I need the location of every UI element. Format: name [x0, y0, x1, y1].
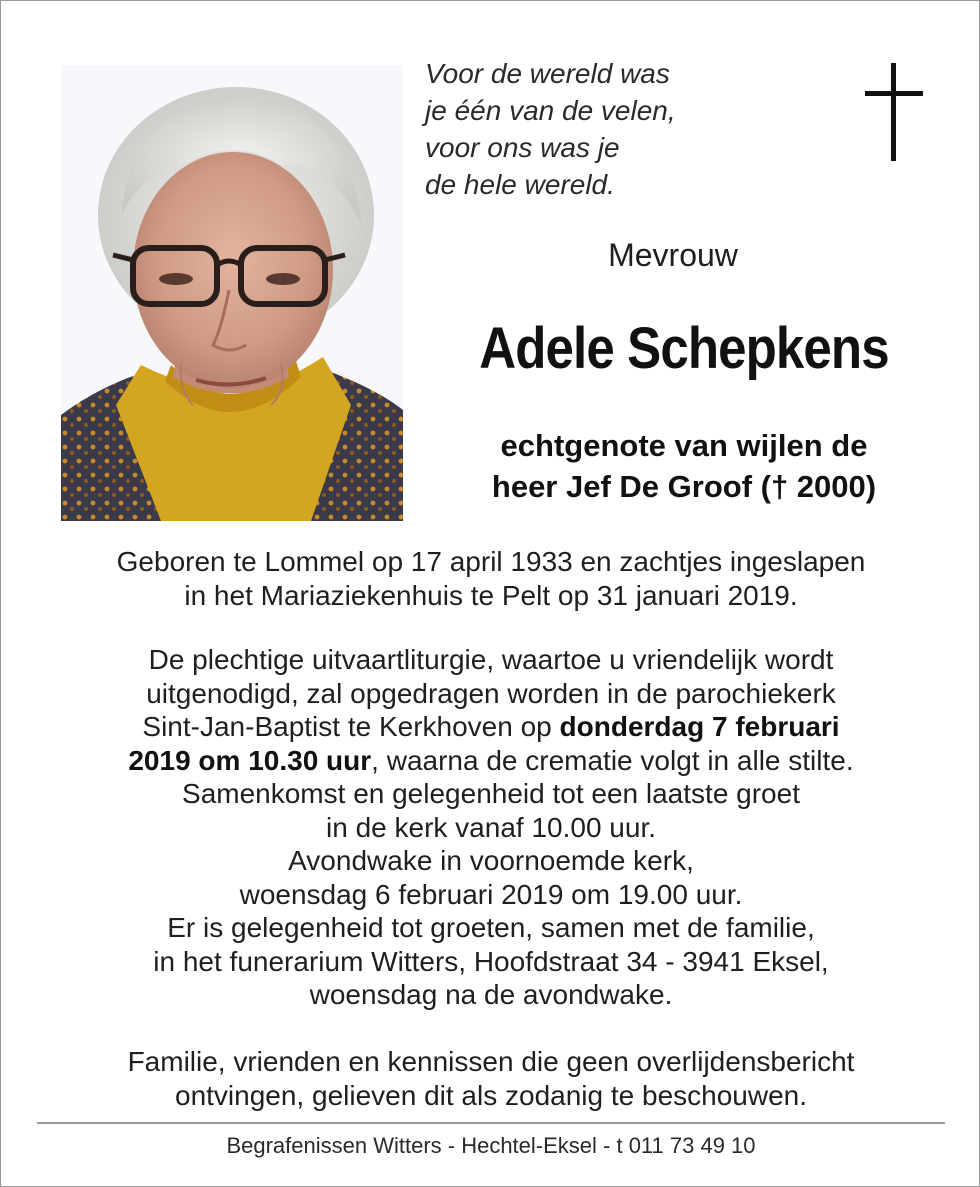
funeral-details [31, 643, 951, 1012]
text-line: Er is gelegenheid tot groeten, samen met de familie, [167, 912, 815, 943]
closing-notice [31, 1045, 951, 1112]
text-line: woensdag na de avondwake. [309, 979, 673, 1010]
poem-line: Voor de wereld was [425, 58, 670, 89]
text-line: ontvingen, gelieven dit als zodanig te beschouwen. [175, 1079, 807, 1111]
funeral-date-bold: donderdag 7 februari [559, 711, 840, 742]
spouse-info [421, 425, 947, 507]
funeral-time-bold: 2019 om 10.30 uur [128, 744, 372, 776]
birth-death-info [31, 545, 951, 612]
portrait-photo [61, 65, 403, 521]
text-line: Avondwake in voornoemde kerk, [288, 845, 694, 876]
text-line: uitgenodigd, zal opgedragen worden in de parochiekerk [146, 677, 836, 709]
text-line: Geboren te Lommel op 17 april 1933 en zachtjes ingeslapen [116, 546, 866, 577]
memorial-poem [425, 55, 676, 203]
text-line: De plechtige uitvaartliturgie, waartoe u vriendelijk wordt [148, 644, 834, 675]
footer-divider [37, 1122, 945, 1124]
poem-line: je één van de velen, [425, 95, 676, 126]
spouse-line: heer Jef De Groof († 2000) [491, 469, 877, 504]
cross-icon [865, 63, 923, 161]
footer-undertaker: Begrafenissen Witters - Hechtel-Eksel - t 011 73 49 10 [226, 1133, 756, 1158]
spouse-line: echtgenote van wijlen de [500, 428, 868, 463]
text-segment: Sint-Jan-Baptist te Kerkhoven op [142, 711, 560, 742]
honorific: Mevrouw [608, 237, 738, 273]
text-line: Familie, vrienden en kennissen die geen overlijdensbericht [127, 1046, 855, 1077]
text-line: Samenkomst en gelegenheid tot een laatste groet [182, 778, 800, 809]
poem-line: de hele wereld. [425, 169, 615, 200]
text-segment: , waarna de crematie volgt in alle stilte. [371, 744, 854, 776]
text-line: in de kerk vanaf 10.00 uur. [326, 811, 656, 843]
poem-line: voor ons was je [425, 132, 620, 163]
text-line [31, 744, 951, 778]
deceased-name: Adele Schepkens [479, 316, 889, 381]
text-line [31, 710, 951, 744]
text-line: woensdag 6 februari 2019 om 19.00 uur. [239, 878, 743, 910]
text-line: in het funerarium Witters, Hoofdstraat 34 - 3941 Eksel, [153, 945, 829, 977]
text-line: in het Mariaziekenhuis te Pelt op 31 januari 2019. [184, 579, 798, 611]
